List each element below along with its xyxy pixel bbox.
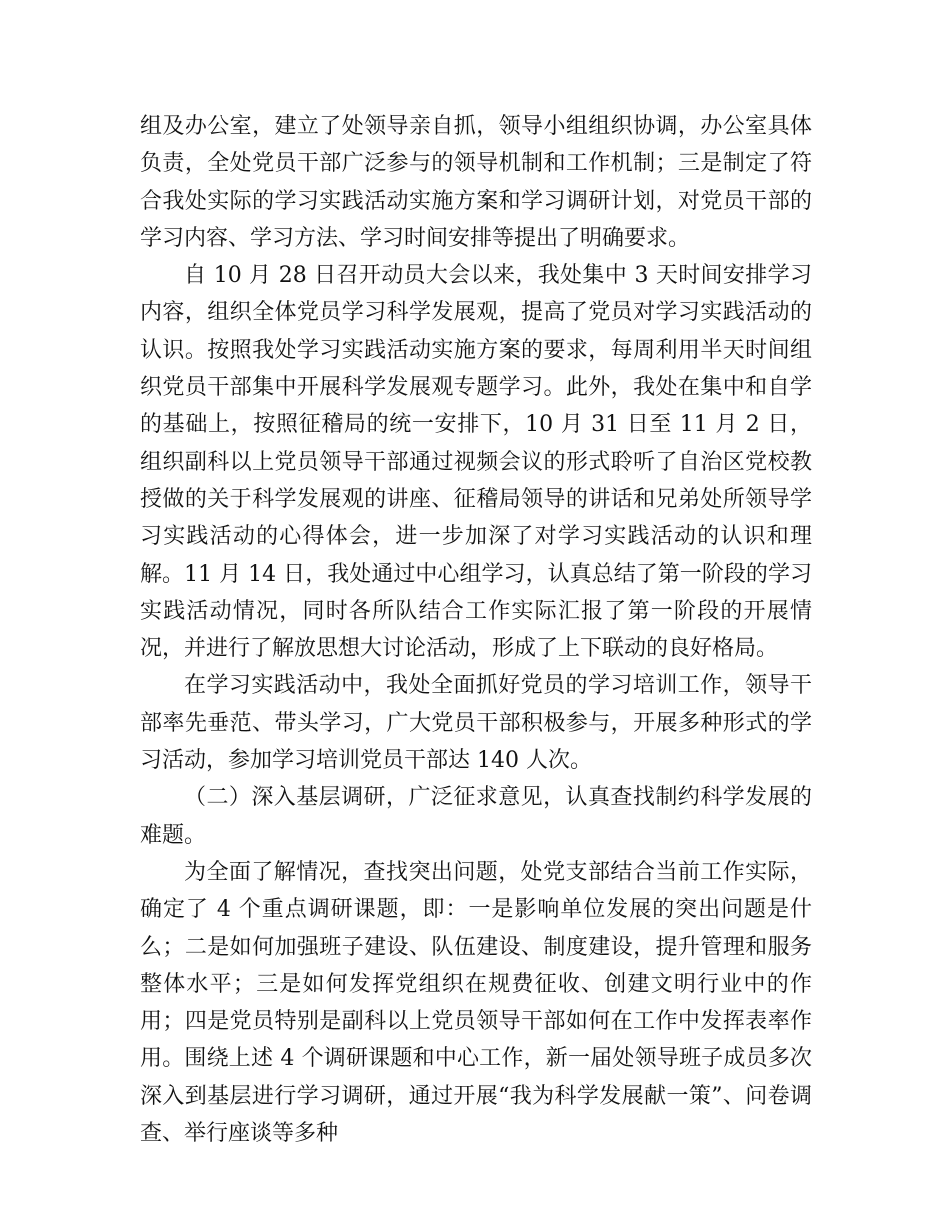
document-body [140,108,812,1152]
paragraph-mobilization-study: 自 10 月 28 日召开动员大会以来，我处集中 3 天时间安排学习内容，组织全体党员学习科学发展观，提高了党员对学习实践活动的认识。按照我处学习实践活动实施方案的要求，每周利用半天时间组织党员干部集中开展科学发展观专题学习。此外，我处在集中和自学的基础上，按照征稽局的统一安排下，10 月 31 日至 11 月 2 日，组织副科以上党员领导干部通过视频会议的形式聆听了自治区党校教授做的关于科学发展观的讲座、征稽局领导的讲话和兄弟处所领导学习实践活动的心得体会，进一步加深了对学习实践活动的认识和理解。11 月 14 日，我处通过中心组学习，认真总结了第一阶段的学习实践活动情况，同时各所队结合工作实际汇报了第一阶段的开展情况，并进行了解放思想大讨论活动，形成了上下联动的良好格局。 [140,263,812,662]
paragraph-training: 在学习实践活动中，我处全面抓好党员的学习培训工作，领导干部率先垂范、带头学习，广大党员干部积极参与，开展多种形式的学习活动，参加学习培训党员干部达 140 人次。 [140,673,812,774]
section-heading-research: （二）深入基层调研，广泛征求意见，认真查找制约科学发展的难题。 [140,785,812,848]
paragraph-leadership-mechanism: 组及办公室，建立了处领导亲自抓，领导小组组织协调，办公室具体负责，全处党员干部广泛参与的领导机制和工作机制；三是制定了符合我处实际的学习实践活动实施方案和学习调研计划，对党员干部的学习内容、学习方法、学习时间安排等提出了明确要求。 [140,114,812,251]
paragraph-research-topics: 为全面了解情况，查找突出问题，处党支部结合当前工作实际，确定了 4 个重点调研课题，即：一是影响单位发展的突出问题是什么；二是如何加强班子建设、队伍建设、制度建设，提升管理和服务整体水平；三是如何发挥党组织在规费征收、创建文明行业中的作用；四是党员特别是副科以上党员领导干部如何在工作中发挥表率作用。围绕上述 4 个调研课题和中心工作，新一届处领导班子成员多次深入到基层进行学习调研，通过开展“我为科学发展献一策”、问卷调查、举行座谈等多种 [140,859,812,1147]
